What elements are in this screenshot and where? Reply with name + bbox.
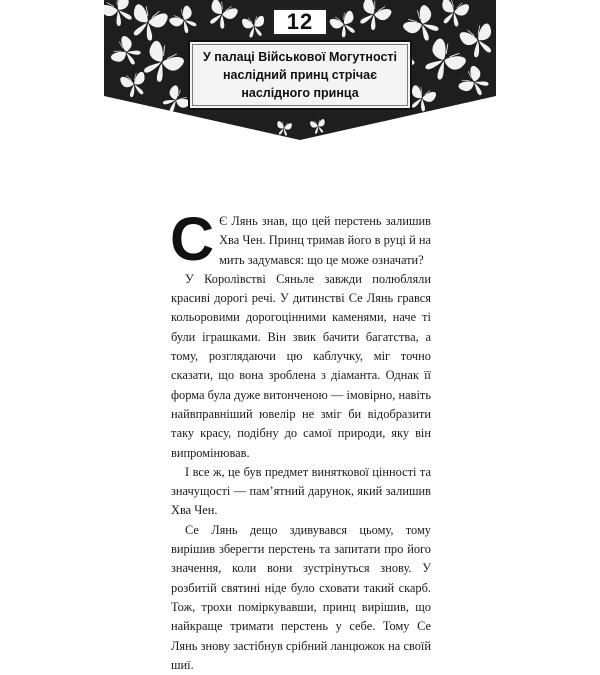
chapter-title-line: У палаці Військової Могутності [202,50,397,64]
paragraph: І все ж, це був предмет виняткової цінності та значущості — пам’ятний дарунок, який залишив Хва Чен. [171,464,431,518]
paragraph: У Королівстві Сяньле завжди полюбляли красиві дорогі речі. У дитинстві Се Лянь грався кольоровими дорогоцінними каменями, наче ті були іграшками. Він звик бачити багатства, а тому, розглядаючи цю каблучку, міг точно сказати, що вона зроблена з діаманта. Однак її форма була дуже витонченою — імовірно, навіть найвправніший ювелір не зміг би відобразити таку красу, подібну до самої природи, яку він випромінював. [171,271,431,460]
chapter-title-line: наслідний принц стрічає [222,68,378,82]
chapter-number: 12 [272,8,328,36]
paragraph [170,205,431,273]
chapter-title [188,40,412,110]
chapter-title-line: наслідного принца [241,86,359,100]
paragraph: Се Лянь дещо здивувався цьому, тому вирішив зберегти перстень та запитати про його значення, коли вони зустрінуться знову. У розбитій святині ніде було сховати такий скарб. Тож, трохи поміркувавши, принц вирішив, що найкраще тримати перстень у себе. Тому Се Лянь знову застібнув срібний ланцюжок на своїй шиї. [171,522,431,672]
drop-cap: С [170,205,215,273]
paragraph-text: Є Лянь знав, що цей перстень залишив Хва Чен. Принц тримав його в руці й на мить задумався: що це може означати? [219,214,431,267]
chapter-header [104,0,496,140]
chapter-body [170,205,431,675]
